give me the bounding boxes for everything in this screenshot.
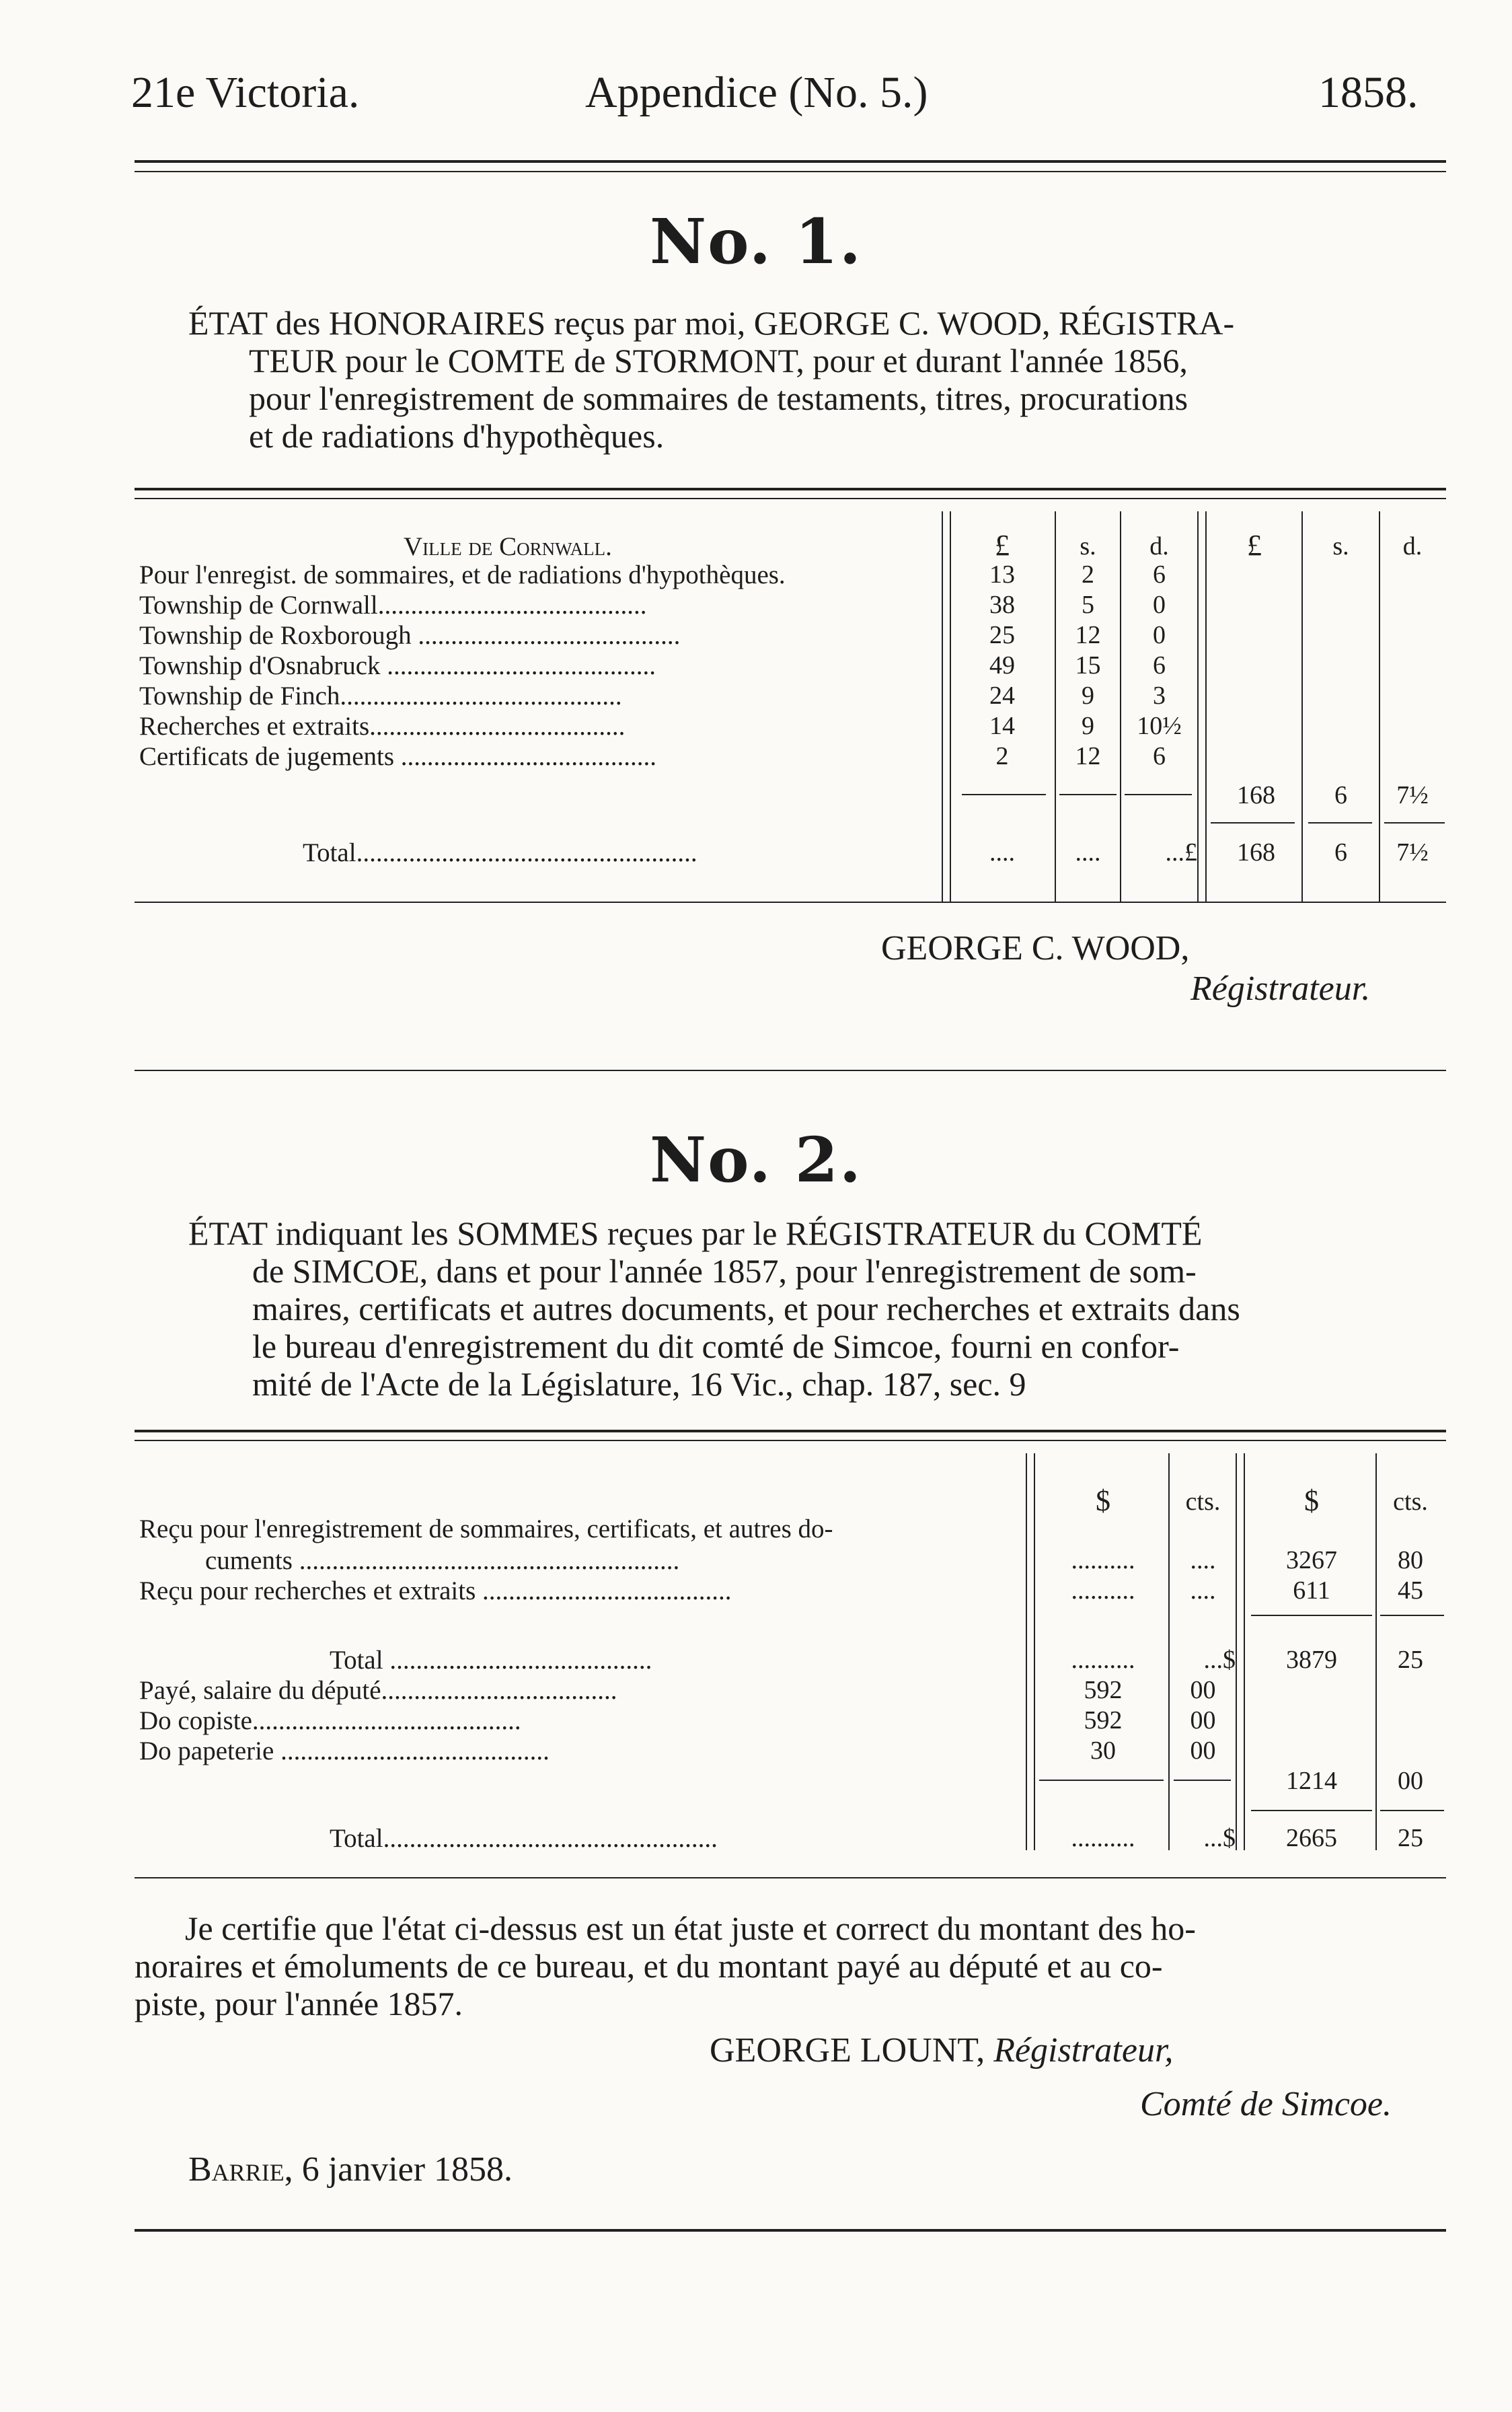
t1-row-pounds: 2	[995, 742, 1009, 770]
t1-total-dots: ....	[1075, 838, 1101, 867]
t1-header-pence: d.	[1149, 532, 1169, 560]
t1-row-shillings: 9	[1082, 712, 1094, 740]
t2-total-c4: 25	[1398, 1824, 1423, 1852]
t2-vline	[1026, 1453, 1027, 1850]
certification-line2: noraires et émoluments de ce bureau, et du montant payé au député et au co-	[135, 1947, 1163, 1985]
t1-vline	[950, 511, 951, 902]
certification-line3: piste, pour l'année 1857.	[135, 1985, 463, 2022]
section1-number: No. 1.	[650, 205, 862, 278]
section2-title	[188, 1214, 1439, 1403]
t1-sum-rule	[1125, 794, 1192, 795]
t2-sum-rule	[1380, 1615, 1444, 1616]
t2-header-cents: cts.	[1185, 1488, 1221, 1516]
t1-row-shillings: 15	[1075, 651, 1101, 680]
t2-row-label: Do copiste.........................................	[139, 1706, 521, 1735]
t1-sum-rule	[1211, 822, 1295, 824]
table1-top-rule	[135, 488, 1446, 490]
t1-row-label: Pour l'enregist. de sommaires, et de radiations d'hypothèques.	[139, 560, 786, 589]
place: Barrie,	[188, 2150, 293, 2189]
section1-title-line3: pour l'enregistrement de sommaires de testaments, titres, procurations	[249, 379, 1188, 417]
section1-title-line1: ÉTAT des HONORAIRES reçus par moi, GEORGE C. WOOD, RÉGISTRA-	[188, 304, 1235, 342]
t2-subtotal-c3: 1214	[1286, 1767, 1337, 1795]
t1-row-label: Township de Cornwall.........................................	[139, 591, 647, 620]
t2-row-c2: 00	[1190, 1706, 1216, 1734]
t1-row-shillings: 12	[1075, 742, 1101, 770]
t1-header-pounds-2: £	[1247, 529, 1262, 562]
t2-row-c2: 00	[1190, 1676, 1216, 1704]
t2-sum-rule	[1251, 1810, 1372, 1811]
t1-row-label: Recherches et extraits.......................................	[139, 712, 626, 741]
section2-signature-title: Régistrateur,	[993, 2031, 1174, 2070]
t2-row-label: Payé, salaire du député....................................	[139, 1676, 617, 1705]
t1-vline	[1197, 511, 1199, 902]
table1-bottom-rule	[135, 902, 1446, 903]
header-rule	[135, 160, 1446, 163]
t1-row-shillings: 5	[1082, 591, 1094, 619]
t1-row-pounds: 13	[989, 560, 1015, 589]
t2-header-dollars-2: $	[1304, 1484, 1319, 1517]
t2-vline	[1168, 1453, 1170, 1850]
t2-row-c1: 30	[1090, 1737, 1116, 1765]
certification-line1: Je certifie que l'état ci-dessus est un état juste et correct du montant des ho-	[185, 1909, 1196, 1947]
section1-title	[188, 304, 1439, 455]
date: 6 janvier 1858.	[301, 2150, 513, 2189]
table2-top-rule-thin	[135, 1440, 1446, 1441]
t1-row-pounds: 25	[989, 621, 1015, 649]
t2-vline	[1244, 1453, 1245, 1850]
section2-title-line2: de SIMCOE, dans et pour l'année 1857, pour l'enregistrement de som-	[252, 1252, 1197, 1290]
running-head-center: Appendice (No. 5.)	[585, 68, 928, 117]
t2-row-c4: 80	[1398, 1546, 1423, 1574]
t1-total-label: Total....................................................	[303, 838, 697, 867]
t2-header-dollars: $	[1096, 1484, 1110, 1517]
t2-row-label: Reçu pour l'enregistrement de sommaires, certificats, et autres do-	[139, 1514, 833, 1543]
t1-subtotal-shillings: 6	[1334, 781, 1347, 809]
t2-row-label-cont: cuments ..........................................................	[205, 1546, 680, 1575]
t1-sum-rule	[1384, 822, 1445, 824]
table1-heading: Ville de Cornwall.	[404, 532, 612, 561]
t1-sum-rule	[962, 794, 1046, 795]
t1-total-pence: 7½	[1396, 838, 1429, 867]
t2-row-c1: 592	[1084, 1676, 1123, 1704]
section2-title-line4: le bureau d'enregistrement du dit comté de Simcoe, fourni en confor-	[252, 1327, 1180, 1365]
t2-total-c3: 2665	[1286, 1824, 1337, 1852]
t1-row-pence: 6	[1153, 742, 1166, 770]
t2-row-c4: 25	[1398, 1646, 1423, 1674]
t1-header-pence-2: d.	[1402, 532, 1423, 560]
t2-total-c2: ...$	[1203, 1824, 1236, 1852]
running-head-right: 1858.	[1318, 68, 1419, 117]
t2-row-label: Total ........................................	[330, 1646, 652, 1675]
t2-row-c2: ....	[1190, 1546, 1216, 1574]
footer-rule	[135, 2229, 1446, 2232]
t1-vline	[1205, 511, 1207, 902]
section1-title-line2: TEUR pour le COMTE de STORMONT, pour et durant l'année 1856,	[249, 342, 1188, 379]
t2-sum-rule	[1380, 1810, 1444, 1811]
t2-row-c2: ....	[1190, 1576, 1216, 1605]
t2-row-c4: 45	[1398, 1576, 1423, 1605]
section1-signature-title: Régistrateur.	[1190, 970, 1371, 1008]
section2-number: No. 2.	[650, 1124, 862, 1196]
t1-total-pounds: 168	[1237, 838, 1275, 867]
section2-title-line1: ÉTAT indiquant les SOMMES reçues par le RÉGISTRATEUR du COMTÉ	[188, 1214, 1203, 1252]
t1-sum-rule	[1059, 794, 1117, 795]
t1-total-currency: ...£	[1165, 838, 1197, 867]
t1-row-pence: 0	[1153, 591, 1166, 619]
t2-total-c1: ..........	[1071, 1824, 1135, 1852]
running-head-left: 21e Victoria.	[131, 68, 360, 117]
place-date	[188, 2150, 513, 2189]
t1-row-pence: 0	[1153, 621, 1166, 649]
t1-total-dots: ....	[989, 838, 1015, 867]
t1-vline	[942, 511, 943, 902]
table1-top-rule-thin	[135, 498, 1446, 499]
t1-row-pounds: 24	[989, 682, 1015, 710]
t1-row-pence: 6	[1153, 560, 1166, 589]
section1-title-line4: et de radiations d'hypothèques.	[249, 417, 665, 455]
t1-header-shillings-2: s.	[1332, 532, 1349, 560]
t2-row-c3: 3267	[1286, 1546, 1337, 1574]
t1-row-pence: 3	[1153, 682, 1166, 710]
t2-row-c3: 3879	[1286, 1646, 1337, 1674]
t1-row-shillings: 2	[1082, 560, 1094, 589]
t2-subtotal-c4: 00	[1398, 1767, 1423, 1795]
t1-header-pounds: £	[995, 529, 1010, 562]
t1-subtotal-pounds: 168	[1237, 781, 1275, 809]
t2-sum-rule	[1174, 1780, 1231, 1781]
table2-bottom-rule	[135, 1877, 1446, 1878]
t1-row-label: Township de Roxborough ........................................	[139, 621, 681, 650]
t2-row-c2: 00	[1190, 1737, 1216, 1765]
t2-sum-rule	[1039, 1780, 1164, 1781]
section2-title-line5: mité de l'Acte de la Législature, 16 Vic., chap. 187, sec. 9	[252, 1365, 1026, 1403]
t2-row-c1: 592	[1084, 1706, 1123, 1734]
certification	[135, 1909, 1446, 2022]
t2-vline	[1236, 1453, 1237, 1850]
t1-row-label: Township d'Osnabruck .........................................	[139, 651, 656, 680]
section2-signature	[710, 2031, 1173, 2070]
t2-row-c1: ..........	[1071, 1576, 1135, 1605]
table2-top-rule	[135, 1430, 1446, 1432]
t2-row-c1: ..........	[1071, 1646, 1135, 1674]
t1-row-pounds: 14	[989, 712, 1015, 740]
t1-row-label: Certificats de jugements .......................................	[139, 742, 657, 771]
t2-row-c3: 611	[1293, 1576, 1330, 1605]
section2-signature-county: Comté de Simcoe.	[1140, 2085, 1392, 2123]
t1-row-pence: 6	[1153, 651, 1166, 680]
section2-title-line3: maires, certificats et autres documents, et pour recherches et extraits dans	[252, 1290, 1240, 1327]
t2-row-label: Reçu pour recherches et extraits ......................................	[139, 1576, 732, 1605]
section-divider	[135, 1070, 1446, 1071]
t1-total-shillings: 6	[1334, 838, 1347, 867]
t1-row-label: Township de Finch...........................................	[139, 682, 622, 710]
t1-header-shillings: s.	[1080, 532, 1096, 560]
t2-row-c2: ...$	[1203, 1646, 1236, 1674]
t2-row-c1: ..........	[1071, 1546, 1135, 1574]
t1-row-shillings: 9	[1082, 682, 1094, 710]
t2-row-label: Do papeterie .........................................	[139, 1737, 550, 1765]
section2-signature-name: GEORGE LOUNT,	[710, 2031, 985, 2070]
t2-total-label: Total...................................................	[330, 1824, 718, 1853]
t2-header-cents-2: cts.	[1393, 1488, 1428, 1516]
t1-sum-rule	[1308, 822, 1372, 824]
t1-row-pounds: 49	[989, 651, 1015, 680]
t2-sum-rule	[1251, 1615, 1372, 1616]
t1-row-pence: 10½	[1137, 712, 1182, 740]
t1-subtotal-pence: 7½	[1396, 781, 1429, 809]
t2-vline	[1034, 1453, 1035, 1850]
t1-row-pounds: 38	[989, 591, 1015, 619]
header-rule-thin	[135, 171, 1446, 172]
section1-signature-name: GEORGE C. WOOD,	[881, 929, 1190, 967]
t1-row-shillings: 12	[1075, 621, 1101, 649]
